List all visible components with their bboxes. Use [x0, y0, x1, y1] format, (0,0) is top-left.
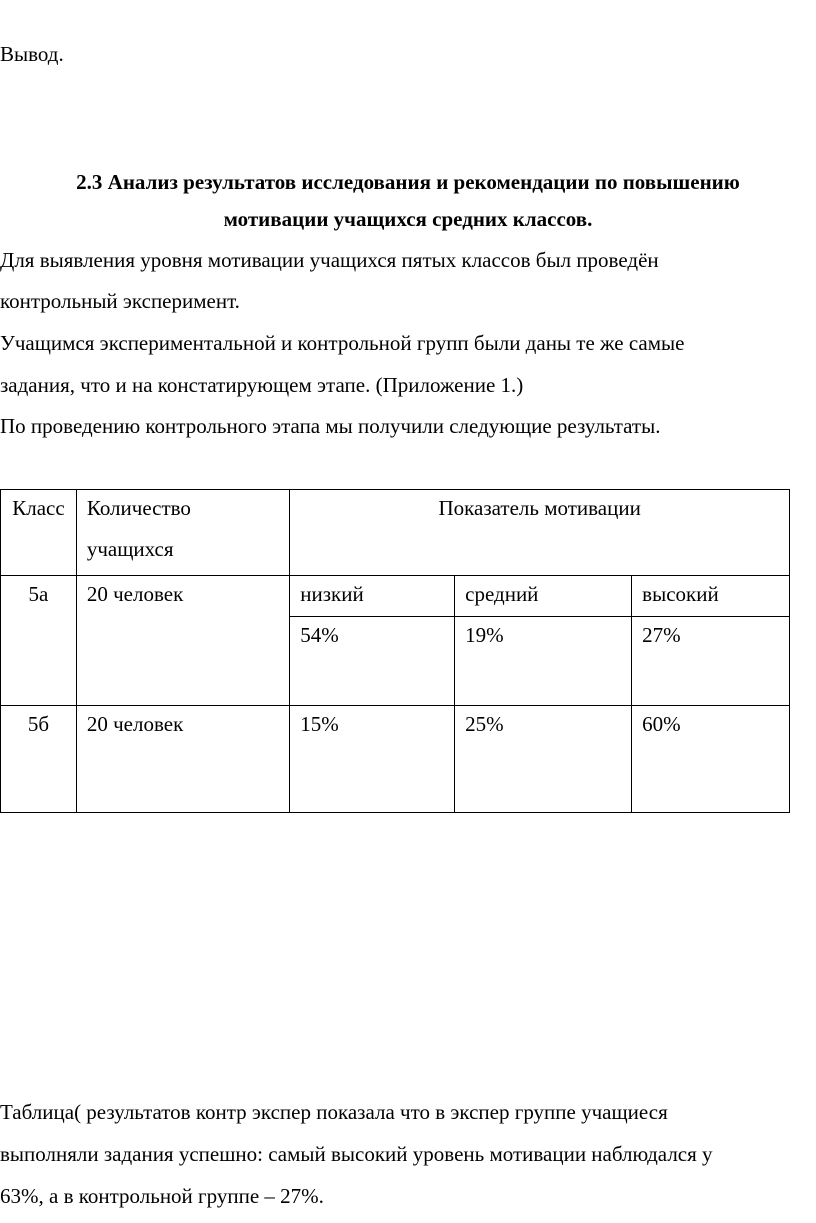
row-5a-class-cell [1, 576, 77, 706]
row-5a-count: 20 человек [86, 582, 184, 606]
level-low-cell [290, 576, 455, 617]
row-5b-mid: 25% [465, 712, 504, 736]
paragraph-2-line-1: Учащимся экспериментальной и контрольной групп были даны те же самые [0, 331, 685, 355]
paragraph-3: По проведению контрольного этапа мы получили следующие результаты. [0, 414, 661, 438]
table-header-row [1, 490, 790, 576]
row-5b-count: 20 человек [86, 712, 184, 736]
level-low: низкий [300, 582, 364, 606]
header-class: Класс [12, 496, 65, 520]
row-5a-high: 27% [642, 623, 681, 647]
level-high-cell [632, 576, 790, 617]
table-row [1, 706, 790, 813]
header-count-cell [76, 490, 289, 576]
table-row [1, 576, 790, 617]
results-table [0, 489, 790, 813]
row-5b-high-cell [632, 706, 790, 813]
paragraph-1-line-2: контрольный эксперимент. [0, 289, 240, 313]
paragraph-2-line-2: задания, что и на констатирующем этапе. (Приложение 1.) [0, 373, 524, 397]
row-5b-low: 15% [300, 712, 339, 736]
header-count-line-2: учащихся [86, 537, 174, 561]
conclusion-line-3: 63%, а в контрольной группе – 27%. [0, 1184, 324, 1208]
row-5b-class-cell [1, 706, 77, 813]
header-motivation: Показатель мотивации [438, 496, 641, 520]
conclusion-line-1: Таблица( результатов контр экспер показала что в экспер группе учащиеся [0, 1100, 668, 1124]
row-5a-mid-cell [455, 617, 632, 706]
row-5a-mid: 19% [465, 623, 504, 647]
conclusion-label: Вывод. [0, 42, 64, 66]
header-count-line-1: Количество [86, 496, 191, 520]
row-5a-count-cell [76, 576, 289, 706]
section-heading-line-1: 2.3 Анализ результатов исследования и рекомендации по повышению [76, 170, 740, 194]
section-heading-line-2: мотивации учащихся средних классов. [223, 207, 593, 231]
row-5a-class: 5а [28, 582, 49, 606]
row-5b-low-cell [290, 706, 455, 813]
row-5b-high: 60% [642, 712, 681, 736]
header-motivation-cell [290, 490, 790, 576]
row-5a-low: 54% [300, 623, 339, 647]
header-class-cell [1, 490, 77, 576]
row-5a-low-cell [290, 617, 455, 706]
conclusion-line-2: выполняли задания успешно: самый высокий уровень мотивации наблюдался у [0, 1142, 713, 1166]
row-5a-high-cell [632, 617, 790, 706]
row-5b-class: 5б [27, 712, 50, 736]
row-5b-count-cell [76, 706, 289, 813]
level-mid: средний [465, 582, 539, 606]
level-mid-cell [455, 576, 632, 617]
row-5b-mid-cell [455, 706, 632, 813]
paragraph-1-line-1: Для выявления уровня мотивации учащихся пятых классов был проведён [0, 248, 659, 272]
level-high: высокий [642, 582, 719, 606]
